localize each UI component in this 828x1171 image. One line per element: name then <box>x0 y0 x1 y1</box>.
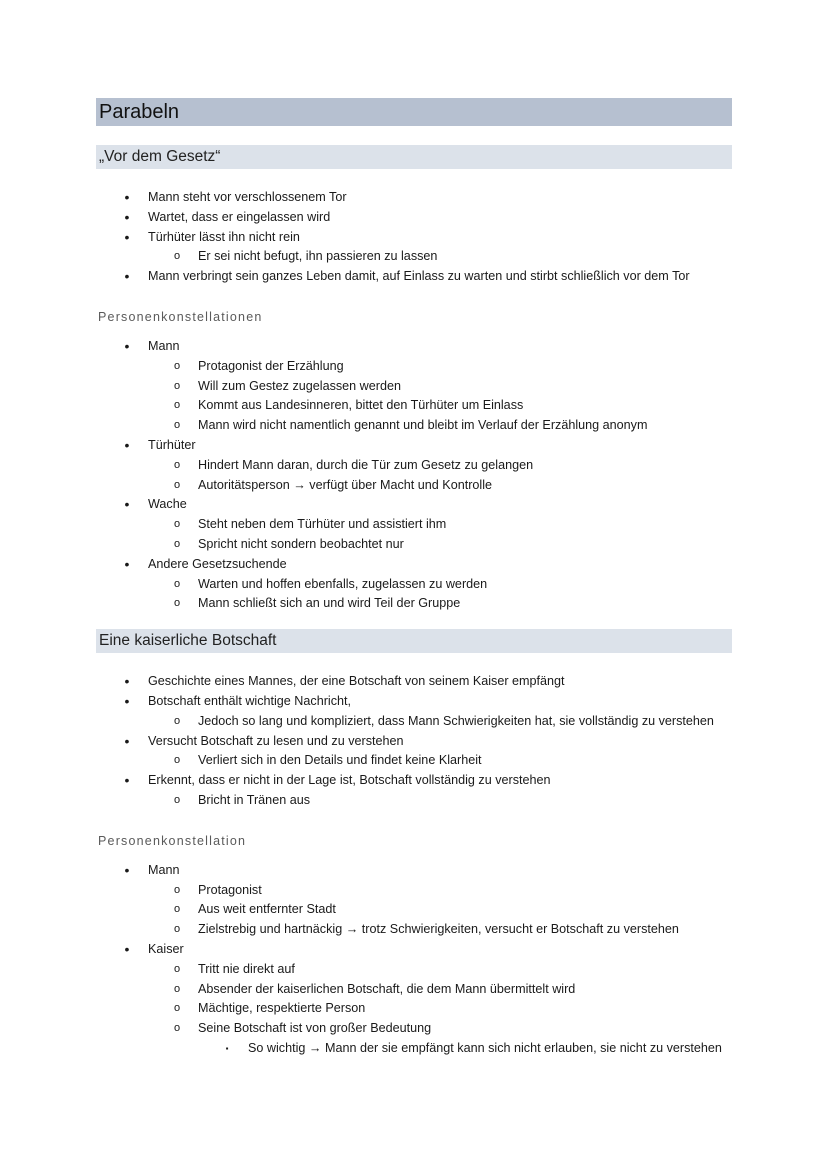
list-item-text: Türhüter <box>148 437 196 452</box>
list-item <box>96 1019 732 1039</box>
list-item-text: Steht neben dem Türhüter und assistiert ihm <box>198 517 447 532</box>
bullet-list <box>96 337 732 614</box>
list-item <box>96 208 732 228</box>
bullet-marker-icon: o <box>173 537 181 550</box>
bullet-marker-icon: o <box>173 1002 181 1015</box>
list-item-text: Wartet, dass er eingelassen wird <box>148 209 331 224</box>
list-item-text: Mann steht vor verschlossenem Tor <box>148 190 347 204</box>
list-item <box>96 1039 732 1059</box>
list-item <box>96 940 732 960</box>
bullet-marker-icon: o <box>173 754 181 767</box>
list-item <box>96 672 732 692</box>
bullet-marker-icon: • <box>124 228 130 245</box>
bullet-marker-icon: ▪ <box>225 1043 229 1053</box>
list-item <box>96 751 732 771</box>
bullet-marker-icon: o <box>173 597 181 610</box>
list-item <box>96 999 732 1019</box>
list-item <box>96 980 732 1000</box>
list-item-text: Tritt nie direkt auf <box>198 961 295 976</box>
bullet-list <box>96 188 732 287</box>
bullet-marker-icon: o <box>173 962 181 975</box>
bullet-marker-icon: • <box>124 189 130 205</box>
list-item <box>96 396 732 416</box>
bullet-marker-icon: o <box>173 250 181 263</box>
list-item <box>96 357 732 377</box>
list-item-text: Mann schließt sich an und wird Teil der Gruppe <box>198 596 461 611</box>
list-item-text: Seine Botschaft ist von großer Bedeutung <box>198 1021 432 1036</box>
bullet-marker-icon: • <box>124 732 130 749</box>
bullet-marker-icon: o <box>173 1022 181 1035</box>
list-item <box>96 712 732 732</box>
list-item <box>96 555 732 575</box>
list-item <box>96 247 732 267</box>
list-item-text: Kaiser <box>148 941 184 956</box>
section-heading-vor-dem-gesetz: „Vor dem Gesetz“ <box>96 145 732 169</box>
list-item <box>96 960 732 980</box>
list-item-text: Türhüter lässt ihn nicht rein <box>148 229 300 244</box>
list-item <box>96 535 732 555</box>
bullet-marker-icon: • <box>124 772 130 789</box>
list-item-text: Protagonist der Erzählung <box>198 358 344 373</box>
list-item-text: Kommt aus Landesinneren, bittet den Türhüter um Einlass <box>198 398 524 413</box>
bullet-marker-icon: o <box>173 982 181 995</box>
list-item <box>96 771 732 791</box>
list-item-text: Warten und hoffen ebenfalls, zugelassen zu werden <box>198 576 488 591</box>
bullet-list <box>96 672 732 811</box>
list-item <box>96 594 732 614</box>
list-item <box>96 436 732 456</box>
bullet-marker-icon: o <box>173 478 181 491</box>
list-item-text: Mächtige, respektierte Person <box>198 1001 366 1016</box>
list-item-text: Protagonist <box>198 882 262 897</box>
section-heading-kaiserliche-botschaft: Eine kaiserliche Botschaft <box>96 629 732 653</box>
bullet-marker-icon: • <box>124 940 130 957</box>
list-item-text: Botschaft enthält wichtige Nachricht, <box>148 693 352 708</box>
bullet-marker-icon: o <box>173 714 181 727</box>
list-item-text: Verliert sich in den Details und findet keine Klarheit <box>198 753 482 768</box>
list-item-text: So wichtig → Mann der sie empfängt kann sich nicht erlauben, sie nicht zu verstehen <box>248 1040 722 1055</box>
list-item-text: Wache <box>148 497 187 512</box>
list-item-text: Mann <box>148 862 180 877</box>
bullet-marker-icon: • <box>124 692 130 709</box>
bullet-list <box>96 861 732 1059</box>
list-item <box>96 692 732 712</box>
list-item <box>96 900 732 920</box>
document-page <box>96 98 732 1059</box>
bullet-marker-icon: • <box>124 673 130 690</box>
bullet-marker-icon: • <box>124 555 130 572</box>
list-item <box>96 791 732 811</box>
list-item <box>96 337 732 357</box>
list-item-text: Mann verbringt sein ganzes Leben damit, auf Einlass zu warten und stirbt schließlich vor dem Tor <box>148 269 690 284</box>
bullet-marker-icon: o <box>173 923 181 936</box>
bullet-marker-icon: • <box>124 268 130 285</box>
list-item <box>96 377 732 397</box>
bullet-marker-icon: o <box>173 903 181 916</box>
list-item <box>96 188 732 208</box>
list-item-text: Er sei nicht befugt, ihn passieren zu lassen <box>198 249 438 264</box>
list-item <box>96 732 732 752</box>
bullet-marker-icon: o <box>173 359 181 372</box>
bullet-marker-icon: o <box>173 399 181 412</box>
bullet-marker-icon: • <box>124 861 130 878</box>
list-item-text: Absender der kaiserlichen Botschaft, die dem Mann übermittelt wird <box>198 981 576 996</box>
list-item <box>96 228 732 248</box>
list-item <box>96 861 732 881</box>
list-item-text: Zielstrebig und hartnäckig → trotz Schwierigkeiten, versucht er Botschaft zu verstehen <box>198 922 679 937</box>
list-item-text: Geschichte eines Mannes, der eine Botschaft von seinem Kaiser empfängt <box>148 674 565 689</box>
list-item-text: Mann wird nicht namentlich genannt und bleibt im Verlauf der Erzählung anonym <box>198 418 648 433</box>
list-item <box>96 881 732 901</box>
bullet-marker-icon: • <box>124 496 130 513</box>
list-item-text: Will zum Gestez zugelassen werden <box>198 378 401 393</box>
bullet-marker-icon: • <box>124 436 130 453</box>
page-title: Parabeln <box>96 98 732 126</box>
subheading-personenkonstellation: Personenkonstellation <box>98 833 247 848</box>
bullet-marker-icon: • <box>124 337 130 354</box>
bullet-marker-icon: o <box>173 793 181 806</box>
subheading-personenkonstellationen: Personenkonstellationen <box>98 309 263 324</box>
bullet-marker-icon: • <box>124 208 130 225</box>
list-item <box>96 267 732 287</box>
list-item <box>96 476 732 496</box>
list-item-text: Andere Gesetzsuchende <box>148 556 287 571</box>
bullet-marker-icon: o <box>173 419 181 432</box>
bullet-marker-icon: o <box>173 458 181 471</box>
bullet-marker-icon: o <box>173 518 181 531</box>
list-item-text: Spricht nicht sondern beobachtet nur <box>198 536 404 551</box>
list-item-text: Erkennt, dass er nicht in der Lage ist, Botschaft vollständig zu verstehen <box>148 773 551 788</box>
list-item-text: Bricht in Tränen aus <box>198 792 311 807</box>
list-item-text: Versucht Botschaft zu lesen und zu verstehen <box>148 733 404 748</box>
list-item <box>96 515 732 535</box>
list-item-text: Jedoch so lang und kompliziert, dass Mann Schwierigkeiten hat, sie vollständig zu verstehen <box>198 713 714 728</box>
list-item-text: Hindert Mann daran, durch die Tür zum Gesetz zu gelangen <box>198 457 534 472</box>
list-item <box>96 495 732 515</box>
list-item-text: Aus weit entfernter Stadt <box>198 902 336 917</box>
bullet-marker-icon: o <box>173 379 181 392</box>
list-item <box>96 575 732 595</box>
bullet-marker-icon: o <box>173 577 181 590</box>
list-item <box>96 456 732 476</box>
bullet-marker-icon: o <box>173 883 181 896</box>
list-item-text: Mann <box>148 338 180 353</box>
list-item <box>96 920 732 940</box>
list-item-text: Autoritätsperson → verfügt über Macht und Kontrolle <box>198 477 493 492</box>
list-item <box>96 416 732 436</box>
